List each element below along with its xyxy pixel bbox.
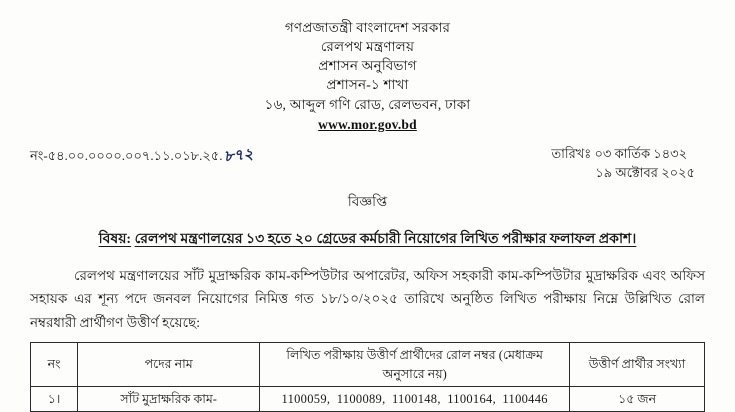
header-rolls: লিখিত পরীক্ষায় উত্তীর্ণ প্রার্থীদের রোল নম্বর (মেধাক্রম অনুসারে নয়) [260,343,570,386]
memo-number [30,144,254,169]
memo-number-text: নং-৫৪.০০.০০০০.০০৭.১১.০১৮.২৫. [30,147,223,163]
notice-paragraph [30,264,705,335]
letterhead-line-branch: প্রশাসন-১ শাখা [326,77,409,93]
letterhead-line-division: প্রশাসন অনুবিভাগ [318,58,417,74]
paragraph-text: রেলপথ মন্ত্রণালয়ের সাঁট মুদ্রাক্ষরিক কাম-কম্পিউটার অপারেটর, অফিস সহকারী কাম-কম্পিউটার মুদ্রাক্ষরিক এবং অফিস সহায়ক এর শূন্য পদে জনবল নিয়োগের নিমিত্ত গত ১৮/১০/২০২৫ তারিখে অনুষ্ঠিত লিখিত পরীক্ষায় নিম্নে উল্লিখিত রোল নম্বরধারী প্রার্থীগণ উত্তীর্ণ হয়েছে: [30,267,705,330]
letterhead [30,18,705,134]
memo-row [30,144,705,183]
memo-date-english-line [551,163,695,183]
memo-date-bangla-line [551,144,695,164]
letterhead-line-ministry: রেলপথ মন্ত্রণালয় [320,39,415,55]
date-label: তারিখঃ [551,145,592,161]
memo-dates [551,144,705,183]
header-count: উত্তীর্ণ প্রার্থীর সংখ্যা [570,343,705,386]
header-post: পদের নাম [78,343,260,386]
memo-number-handwritten: ৮৭২ [223,144,255,166]
table-header-row [31,343,705,386]
cell-rolls: 1100059, 1100089, 1100148, 1100164, 1100446 [260,386,570,411]
subject-line [30,230,705,250]
results-table [30,342,705,411]
subject-text: রেলপথ মন্ত্রণালয়ের ১৩ হতে ২০ গ্রেডের কর্মচারী নিয়োগের লিখিত পরীক্ষার ফলাফল প্রকাশ। [134,231,637,247]
date-bangla: ০৩ কার্তিক ১৪৩২ [594,145,688,161]
letterhead-line-address: ১৬, আব্দুল গণি রোড, রেলভবন, ঢাকা [264,96,471,112]
subject-label: বিষয়: [98,231,132,247]
header-no: নং [31,343,78,386]
cell-no: ১। [31,386,78,411]
table-row [31,386,705,411]
cell-post: সাঁট মুদ্রাক্ষরিক কাম- [78,386,260,411]
website-link[interactable]: www.mor.gov.bd [318,116,417,132]
notice-title: বিজ্ঞপ্তি [347,193,388,209]
date-english: ১৯ অক্টোবর ২০২৫ [595,165,695,181]
letterhead-line-government: গণপ্রজাতন্ত্রী বাংলাদেশ সরকার [284,20,451,35]
results-table-head [31,343,705,386]
cell-count: ১৫ জন [570,386,705,411]
results-table-body [31,386,705,411]
